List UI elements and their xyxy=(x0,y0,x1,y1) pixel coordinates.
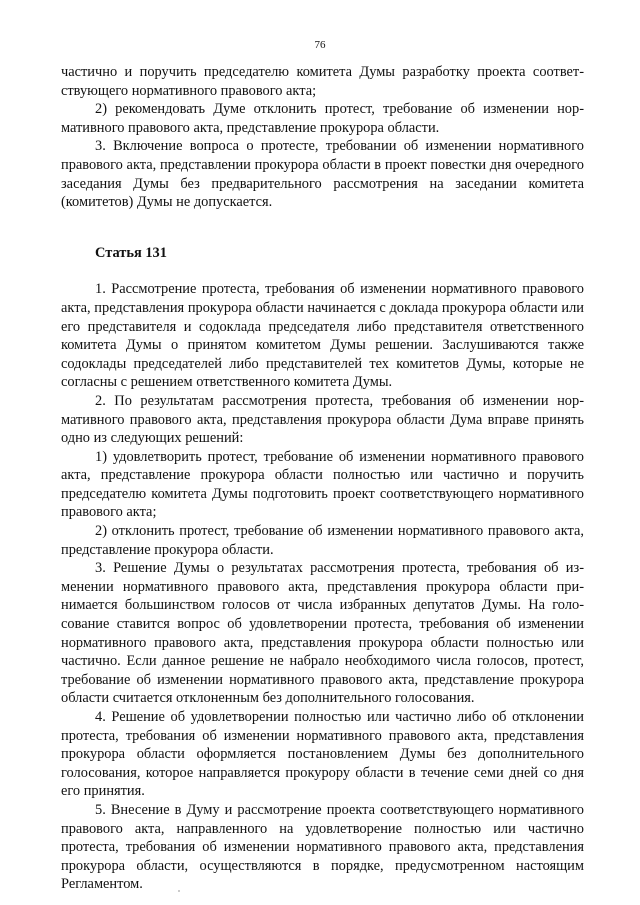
scan-speck xyxy=(178,890,180,892)
article-paragraph-4: 4. Решение об удовлетворении полностью или частично либо об отклонении протеста, требования об изменении нормативного правового акта, представления прокурора области оформляется постановлением Думы без дополнительного голосования, которое направляется прокурору области в течение семи дней со дня его принятия. xyxy=(61,709,584,800)
paragraph-item-3: 3. Включение вопроса о протесте, требовании об изменении нормативного правового акта, представлении прокурора области в проект повестки дня очередного заседания Думы без предварительного рассмотрения на заседании комитета (комитетов) Думы не допускается. xyxy=(61,138,584,211)
article-subitem-2: 2) отклонить протест, требование об изменении нормативного правового акта, представление прокурора области. xyxy=(61,523,584,558)
article-subitem-1: 1) удовлетворить протест, требование об изменении нормативного правового акта, представление прокурора области полностью или частично и поручить председателю комитета Думы подготовить проект соответствующего нормативного правового акта; xyxy=(61,448,584,521)
paragraph-continuation: частично и поручить председателю комитета Думы разработку проекта соответствующего нормативного правового акта; xyxy=(61,64,584,99)
document-body xyxy=(61,63,584,894)
article-paragraph-1: 1. Рассмотрение протеста, требования об изменении нормативного правового акта, представления прокурора области начинается с доклада прокурора области или его представителя и содоклада председателя либо представителя ответственного комитета Думы о принятом комитетом Думы решении. Заслушиваются также содоклады председателей либо представителей тех комитетов Думы, которые не согласны с решением ответственного комитета Думы. xyxy=(61,281,584,391)
article-paragraph-5: 5. Внесение в Думу и рассмотрение проекта соответствующего нормативного правового акта, направленного на удовлетворение полностью или частично протеста, требования об изменении нормативного правового акта, представления прокурора области, осуществляются в порядке, предусмотренном настоящим Регламентом. xyxy=(61,801,584,893)
article-heading: Статья 131 xyxy=(95,244,167,261)
article-paragraph-2: 2. По результатам рассмотрения протеста, требования об изменении нормативного правового акта, представления прокурора области Дума вправе принять одно из следующих решений: xyxy=(61,392,584,447)
paragraph-item-2: 2) рекомендовать Думе отклонить протест, требование об изменении нормативного правового акта, представление прокурора области. xyxy=(61,101,584,136)
article-paragraph-3: 3. Решение Думы о результатах рассмотрения протеста, требования об изменении нормативного правового акта, представления прокурора области принимается большинством голосов от числа избранных депутатов Думы. На голосование ставится вопрос об удовлетворении протеста, требования об изменении нормативного правового акта, представления прокурора области полностью или частично. Если данное решение не набрало необходимого числа голосов, протест, требование об изменении нормативного правового акта, представление прокурора области считается отклоненным без дополнительного голосования. xyxy=(61,560,584,707)
page-number: 76 xyxy=(314,39,326,51)
